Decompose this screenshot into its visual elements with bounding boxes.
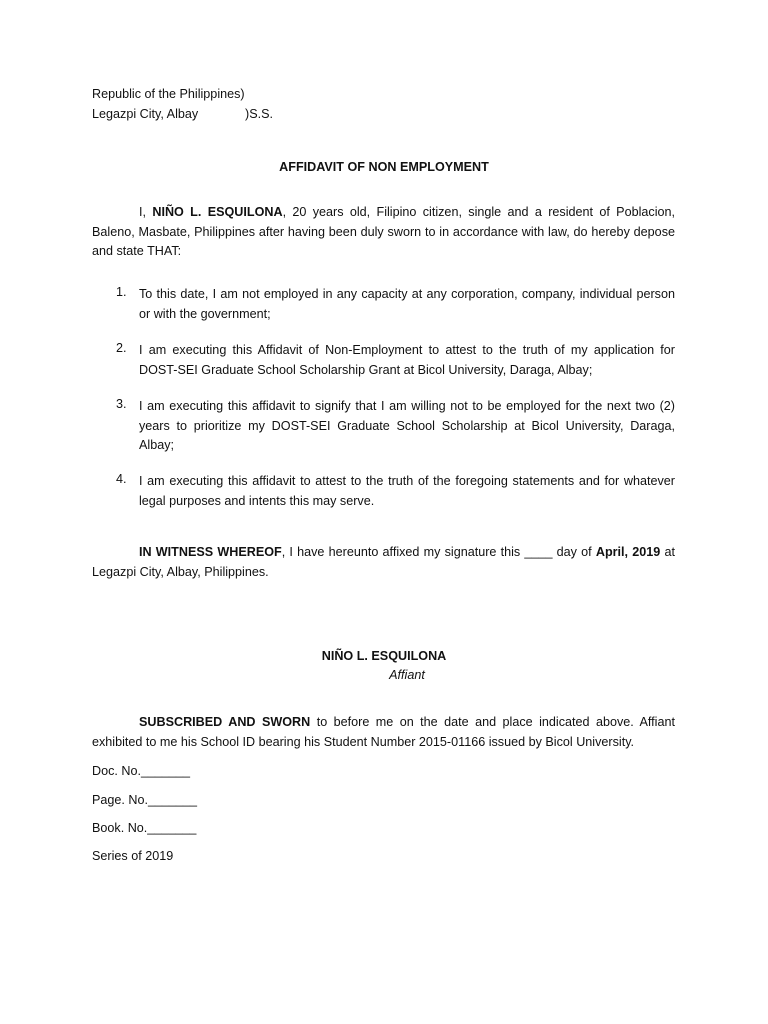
jurat-paragraph [92, 713, 675, 752]
list-item-number: 4. [116, 472, 127, 486]
list-item-text: I am executing this Affidavit of Non-Employment to attest to the truth of my application for DOST-SEI Graduate School Scholarship Grant at Bicol University, Daraga, Albay; [139, 343, 675, 377]
jurat-rest: to before me on the date and place indicated above. Affiant exhibited to me his School ID bearing his Student Number 2015-01166 issued by Bicol University. [92, 715, 675, 749]
venue-city-text: Legazpi City, Albay [92, 107, 199, 121]
book-number-line: Book. No._______ [92, 821, 197, 835]
list-item-text: To this date, I am not employed in any capacity at any corporation, company, individual person or with the government; [139, 287, 675, 321]
list-item-number: 1. [116, 285, 127, 299]
document-title: AFFIDAVIT OF NON EMPLOYMENT [279, 160, 489, 174]
page-number-line: Page. No._______ [92, 793, 198, 807]
witness-mid: , I have hereunto affixed my signature this ____ day of [281, 545, 596, 559]
witness-date: April, 2019 [595, 545, 661, 559]
intro-rest: , 20 years old, Filipino citizen, single and a resident of Poblacion, Baleno, Masbate, Philippines after having been duly sworn to in accordance with law, do hereby depose and state THAT: [92, 205, 675, 258]
venue-line-republic: Republic of the Philippines) [92, 87, 245, 101]
doc-number-line: Doc. No._______ [92, 764, 191, 778]
series-line: Series of 2019 [92, 849, 174, 863]
witness-paragraph [92, 543, 675, 582]
witness-rest: at Legazpi City, Albay, Philippines. [92, 545, 675, 579]
list-item-number: 3. [116, 397, 127, 411]
list-item-text: I am executing this affidavit to attest to the truth of the foregoing statements and for whatever legal purposes and intents this may serve. [139, 474, 675, 508]
venue-ss-marker: )S.S. [245, 107, 273, 121]
intro-lead: I, [139, 205, 153, 219]
signature-name: NIÑO L. ESQUILONA [321, 649, 447, 663]
list-item-text: I am executing this affidavit to signify that I am willing not to be employed for the next two (2) years to prioritize my DOST-SEI Graduate School Scholarship at Bicol University, Daraga, Albay; [139, 399, 675, 452]
venue-line-city [92, 107, 273, 121]
list-item-number: 2. [116, 341, 127, 355]
intro-paragraph [92, 203, 675, 262]
signature-role: Affiant [389, 668, 425, 682]
jurat-lead: SUBSCRIBED AND SWORN [139, 715, 311, 729]
affiant-name-inline: NIÑO L. ESQUILONA [152, 205, 283, 219]
witness-lead: IN WITNESS WHEREOF [139, 545, 282, 559]
